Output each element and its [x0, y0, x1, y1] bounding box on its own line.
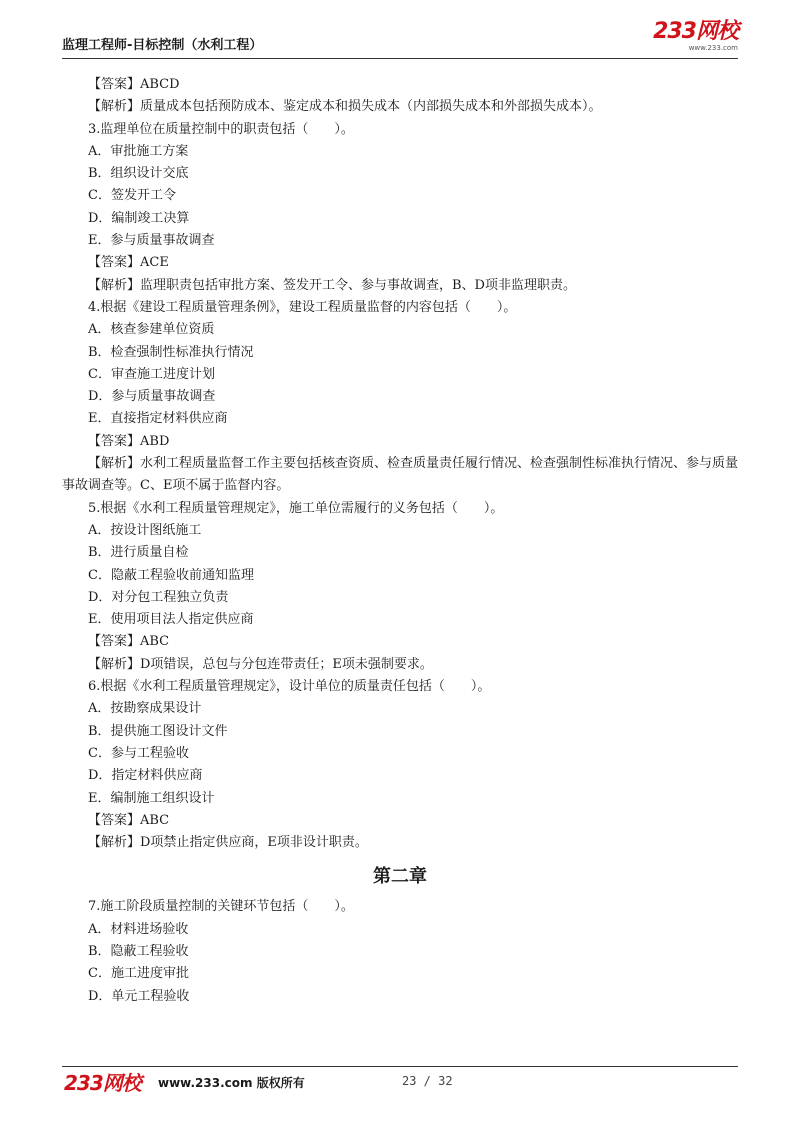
answer-option: D．单元工程验收 [88, 988, 190, 1004]
answer-option: C．参与工程验收 [88, 745, 189, 761]
answer-option: E．参与质量事故调查 [88, 233, 215, 249]
answer-option: D．指定材料供应商 [88, 768, 203, 784]
answer-text: 【解析】D项禁止指定供应商，E项非设计职责。 [88, 835, 368, 851]
answer-text: 【解析】D项错误，总包与分包连带责任；E项未强制要求。 [88, 656, 433, 672]
explanation-text: 【解析】水利工程质量监督工作主要包括核查资质、检查质量责任履行情况、检查强制性标准执行情况、参与质量事故调查等。C、E项不属于监督内容。 [62, 456, 739, 494]
footer-logo: 233网校 [64, 1071, 141, 1095]
answer-option: D．对分包工程独立负责 [88, 589, 229, 605]
answer-option: B．检查强制性标准执行情况 [88, 344, 254, 360]
answer-option: C．签发开工令 [88, 188, 176, 204]
question-stem: 5.根据《水利工程质量管理规定》，施工单位需履行的义务包括（ ）。 [88, 500, 504, 516]
answer-option: B．进行质量自检 [88, 545, 189, 561]
page-number: 23 / 32 [402, 1074, 453, 1088]
answer-text: 【答案】ABCD [88, 77, 180, 92]
answer-text: 【答案】ABD [88, 433, 170, 449]
answer-option: C．隐蔽工程验收前通知监理 [88, 567, 254, 583]
answer-option: C．审查施工进度计划 [88, 366, 215, 382]
answer-option: A．核查参建单位资质 [88, 322, 215, 338]
answer-option: A．审批施工方案 [88, 143, 189, 159]
page-footer [62, 1066, 738, 1093]
answer-option: E．使用项目法人指定供应商 [88, 612, 254, 628]
answer-text: 【答案】ABC [88, 634, 170, 650]
chapter-heading: 第二章 [373, 866, 427, 888]
logo-url: www.233.com [688, 44, 738, 52]
answer-option: A．材料进场验收 [88, 921, 189, 937]
page-header [62, 19, 738, 59]
footer-copyright: www.233.com 版权所有 [158, 1076, 305, 1090]
answer-option: D．参与质量事故调查 [88, 389, 216, 405]
answer-option: A．按设计图纸施工 [88, 522, 202, 538]
question-stem: 6.根据《水利工程质量管理规定》，设计单位的质量责任包括（ ）。 [88, 679, 491, 695]
answer-option: A．按勘察成果设计 [88, 701, 202, 717]
logo-text: 233网校 [653, 19, 738, 44]
answer-option: C．施工进度审批 [88, 966, 189, 982]
answer-option: B．隐蔽工程验收 [88, 943, 189, 959]
question-stem: 4.根据《建设工程质量管理条例》，建设工程质量监督的内容包括（ ）。 [88, 299, 517, 315]
document-title: 监理工程师-目标控制（水利工程） [62, 38, 263, 53]
answer-text: 【解析】质量成本包括预防成本、鉴定成本和损失成本（内部损失成本和外部损失成本）。 [88, 99, 602, 115]
brand-logo [653, 20, 738, 52]
answer-option: E．直接指定材料供应商 [88, 411, 228, 427]
answer-option: B．提供施工图设计文件 [88, 723, 228, 739]
document-body [62, 74, 738, 1008]
answer-option: B．组织设计交底 [88, 166, 189, 182]
answer-text: 【答案】ABC [88, 812, 170, 828]
answer-option: E．编制施工组织设计 [88, 790, 215, 806]
question-stem: 7.施工阶段质量控制的关键环节包括（ ）。 [88, 899, 354, 915]
question-stem: 3.监理单位在质量控制中的职责包括（ ）。 [88, 121, 354, 137]
answer-text: 【解析】监理职责包括审批方案、签发开工令、参与事故调查，B、D项非监理职责。 [88, 277, 576, 293]
answer-option: D．编制竣工决算 [88, 210, 190, 226]
answer-text: 【答案】ACE [88, 255, 169, 271]
